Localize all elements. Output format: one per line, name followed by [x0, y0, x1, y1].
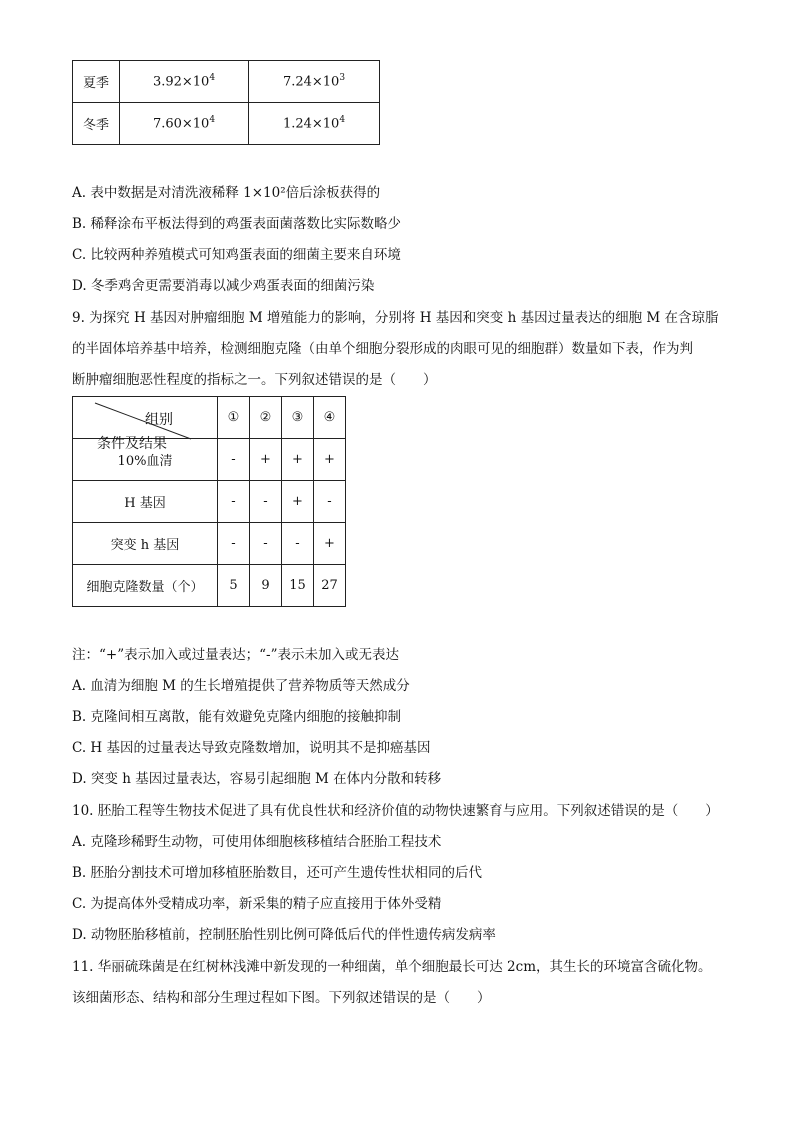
table-row: [73, 481, 346, 523]
group-header: ③: [282, 397, 314, 439]
q9-note: 注：“+”表示加入或过量表达；“-”表示未加入或无表达: [72, 647, 399, 663]
table-cell: +: [282, 481, 314, 523]
egg-bacteria-table: [72, 60, 380, 145]
table-cell: +: [314, 439, 346, 481]
table-cell: -: [218, 523, 250, 565]
group-header: ①: [218, 397, 250, 439]
q8-option-b: B. 稀释涂布平板法得到的鸡蛋表面菌落数比实际数略少: [72, 216, 402, 232]
table-cell: +: [314, 523, 346, 565]
table-cell: +: [282, 439, 314, 481]
q9-stem-line-1: 9. 为探究 H 基因对肿瘤细胞 M 增殖能力的影响，分别将 H 基因和突变 h 基因过量表达的细胞 M 在含琼脂: [72, 310, 719, 326]
table-cell: -: [218, 481, 250, 523]
table-cell: -: [314, 481, 346, 523]
table-cell: 27: [314, 565, 346, 607]
table-header-row: [73, 397, 346, 439]
q9-option-a: A. 血清为细胞 M 的生长增殖提供了营养物质等天然成分: [72, 678, 410, 694]
table-row: [73, 103, 380, 145]
table-cell: 15: [282, 565, 314, 607]
q10-stem: 10. 胚胎工程等生物技术促进了具有优良性状和经济价值的动物快速繁育与应用。下列叙述错误的是（ ）: [72, 803, 719, 819]
header-cond-label: 条件及结果: [97, 436, 167, 452]
row-label: 细胞克隆数量（个）: [73, 565, 218, 607]
q9-stem-line-3: 断肿瘤细胞恶性程度的指标之一。下列叙述错误的是（ ）: [72, 372, 437, 388]
q10-option-c: C. 为提高体外受精成功率，新采集的精子应直接用于体外受精: [72, 896, 442, 912]
q10-option-d: D. 动物胚胎移植前，控制胚胎性别比例可降低后代的伴性遗传病发病率: [72, 927, 496, 943]
table-cell: 9: [250, 565, 282, 607]
header-group-label: 组别: [145, 412, 173, 428]
table-cell: $3.92\times 10^4$: [120, 61, 249, 103]
row-label: H 基因: [73, 481, 218, 523]
table-cell: -: [218, 439, 250, 481]
table-cell: +: [250, 439, 282, 481]
q8-option-d: D. 冬季鸡舍更需要消毒以减少鸡蛋表面的细菌污染: [72, 278, 375, 294]
row-label: 冬季: [73, 103, 120, 145]
table-cell: -: [250, 481, 282, 523]
table-row: [73, 61, 380, 103]
table-row: [73, 523, 346, 565]
q11-stem-line-1: 11. 华丽硫珠菌是在红树林浅滩中新发现的一种细菌，单个细胞最长可达 2cm，其生长的环境富含硫化物。: [72, 959, 712, 975]
q9-option-c: C. H 基因的过量表达导致克隆数增加，说明其不是抑癌基因: [72, 740, 431, 756]
q10-option-a: A. 克隆珍稀野生动物，可使用体细胞核移植结合胚胎工程技术: [72, 834, 442, 850]
q9-stem-line-2: 的半固体培养基中培养，检测细胞克隆（由单个细胞分裂形成的肉眼可见的细胞群）数量如下表，作为判: [72, 341, 693, 357]
table-row: [73, 565, 346, 607]
table-cell: $1.24\times 10^4$: [249, 103, 380, 145]
group-header: ④: [314, 397, 346, 439]
row-label: 突变 h 基因: [73, 523, 218, 565]
q10-option-b: B. 胚胎分割技术可增加移植胚胎数目，还可产生遗传性状相同的后代: [72, 865, 483, 881]
table-cell: -: [282, 523, 314, 565]
diagonal-header-cell: [73, 397, 218, 452]
q11-stem-line-2: 该细菌形态、结构和部分生理过程如下图。下列叙述错误的是（ ）: [72, 990, 491, 1006]
row-label: 10%血清: [73, 439, 218, 481]
table-cell: $7.60\times 10^4$: [120, 103, 249, 145]
row-label: 夏季: [73, 61, 120, 103]
group-header: ②: [250, 397, 282, 439]
table-cell: $7.24\times 10^3$: [249, 61, 380, 103]
table-cell: -: [250, 523, 282, 565]
table-cell: 5: [218, 565, 250, 607]
q9-option-b: B. 克隆间相互离散，能有效避免克隆内细胞的接触抑制: [72, 709, 402, 725]
clone-count-table: [72, 396, 346, 607]
q9-option-d: D. 突变 h 基因过量表达，容易引起细胞 M 在体内分散和转移: [72, 771, 442, 787]
q8-option-c: C. 比较两种养殖模式可知鸡蛋表面的细菌主要来自环境: [72, 247, 401, 263]
q8-option-a: A. 表中数据是对清洗液稀释 1×10²倍后涂板获得的: [72, 185, 381, 201]
